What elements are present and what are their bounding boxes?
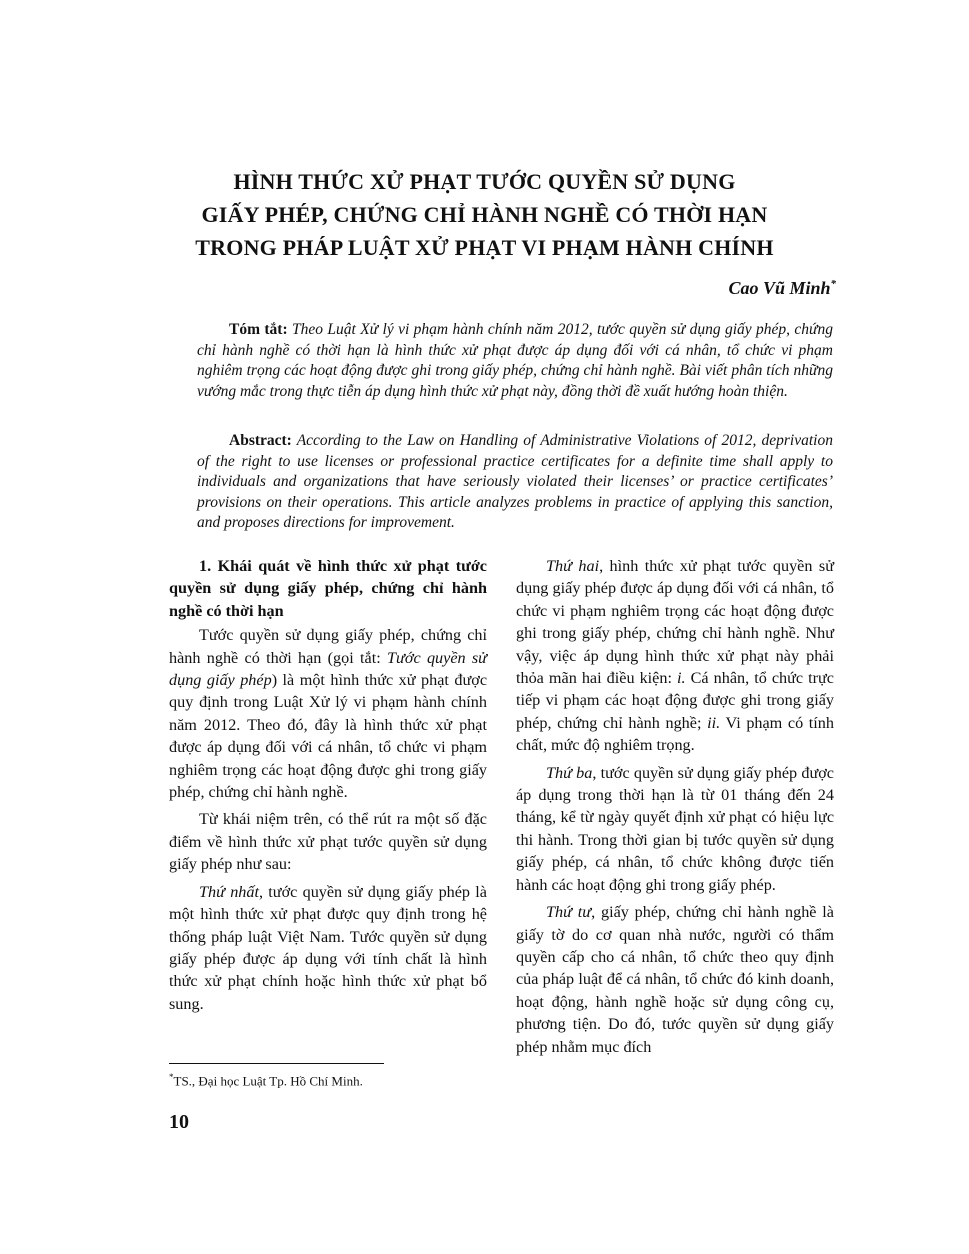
text-run: , giấy phép, chứng chỉ hành nghề là giấy tờ do cơ quan nhà nước, người có thẩm quyền cấp cho cá nhân, tổ chức theo quy định của pháp luật để cá nhân, tổ chức đó kinh doanh, hoạt động, hành nghề hoặc sử dụng công cụ, phương tiện. Do đó, tước quyền sử dụng giấy phép nhằm mục đích [516,903,834,1056]
title-line-3: TRONG PHÁP LUẬT XỬ PHẠT VI PHẠM HÀNH CHÍNH [195,235,774,260]
text-run: , hình thức xử phạt tước quyền sử dụng giấy phép được áp dụng đối với cá nhân, tổ chức vi phạm nghiêm trọng các hoạt động được ghi trong giấy phép, chứng chỉ hành nghề. Như vậy, việc áp dụng hình thức xử phạt này phải thỏa mãn hai điều kiện: [516,557,834,688]
italic-term: Thứ tư [546,903,592,922]
title-line-1: HÌNH THỨC XỬ PHẠT TƯỚC QUYỀN SỬ DỤNG [233,169,736,194]
footnote-text: TS., Đại học Luật Tp. Hồ Chí Minh. [173,1073,363,1089]
title-line-2: GIẤY PHÉP, CHỨNG CHỈ HÀNH NGHỀ CÓ THỜI HẠN [201,202,768,227]
page-number: 10 [169,1111,189,1133]
author-footnote-mark: * [830,278,836,290]
italic-term: Thứ ba [546,763,593,782]
paragraph [169,881,487,1015]
summary-vn-label: Tóm tắt: [229,321,288,338]
text-run: , tước quyền sử dụng giấy phép là một hình thức xử phạt được quy định trong hệ thống pháp luật Việt Nam. Tước quyền sử dụng giấy phép được áp dụng với tính chất là hình thức xử phạt chính hoặc hình thức xử phạt bổ sung. [169,882,487,1013]
text-run: , tước quyền sử dụng giấy phép được áp dụng trong thời hạn là từ 01 tháng đến 24 tháng, kể từ ngày quyết định xử phạt có hiệu lực thi hành. Trong thời gian bị tước quyền sử dụng giấy phép, cá nhân, tổ chức không được tiến hành các hoạt động ghi trong giấy phép. [516,763,834,894]
left-column [169,555,487,1020]
summary-en-label: Abstract: [229,432,292,449]
footnote-mark: * [169,1072,174,1082]
right-column [516,555,834,1063]
text-run: Cá nhân, tổ chức trực tiếp vi phạm các hoạt động được ghi trong giấy phép, chứng chỉ hành nghề; [516,669,834,732]
summary-english [197,431,833,534]
paragraph [516,762,834,896]
text-run: ) là một hình thức xử phạt được quy định trong Luật Xử lý vi phạm hành chính năm 2012. Theo đó, đây là hình thức xử phạt được áp dụng đối với cá nhân, tổ chức vi phạm nghiêm trọng các hoạt động được ghi trong giấy phép, chứng chỉ hành nghề. [169,671,487,802]
italic-term: Thứ nhất [199,882,259,901]
italic-term: Tước quyền sử dụng giấy phép [169,648,488,690]
summary-vietnamese [197,320,833,402]
paragraph [169,624,487,803]
text-run: Tước quyền sử dụng giấy phép, chứng chỉ hành nghề có thời hạn (gọi tắt: [169,626,487,667]
italic-term: i. [677,669,686,688]
text-run: Vi phạm có tính chất, mức độ nghiêm trọng. [516,713,834,755]
italic-term: Thứ hai [546,557,600,575]
italic-term: ii. [707,713,721,732]
author-name: Cao Vũ Minh [728,278,831,298]
footnote-divider [169,1063,384,1064]
summary-vn-text: Theo Luật Xử lý vi phạm hành chính năm 2012, tước quyền sử dụng giấy phép, chứng chỉ hành nghề có thời hạn là hình thức xử phạt được áp dụng đối với cá nhân, tổ chức vi phạm nghiêm trọng các hoạt động được ghi trong giấy phép, chứng chỉ hành nghề. Bài viết phân tích những vướng mắc trong thực tiễn áp dụng hình thức xử phạt này, đồng thời đề xuất hướng hoàn thiện. [197,321,833,400]
paragraph [516,901,834,1058]
paragraph: Từ khái niệm trên, có thể rút ra một số đặc điểm về hình thức xử phạt tước quyền sử dụng giấy phép như sau: [169,810,487,874]
paragraph [516,555,834,757]
author [728,278,836,299]
section-heading: 1. Khái quát về hình thức xử phạt tước quyền sử dụng giấy phép, chứng chỉ hành nghề có thời hạn [169,557,487,620]
article-title [60,165,909,264]
summary-en-text: According to the Law on Handling of Administrative Violations of 2012, deprivation of the right to use licenses or professional practice certificates for a definite time shall apply to individuals and organizations that have seriously violated their licenses’ or practice certificates’ provisions on their operations. This article analyzes problems in practice of applying this sanction, and proposes directions for improvement. [197,432,833,532]
footnote [169,1072,363,1089]
